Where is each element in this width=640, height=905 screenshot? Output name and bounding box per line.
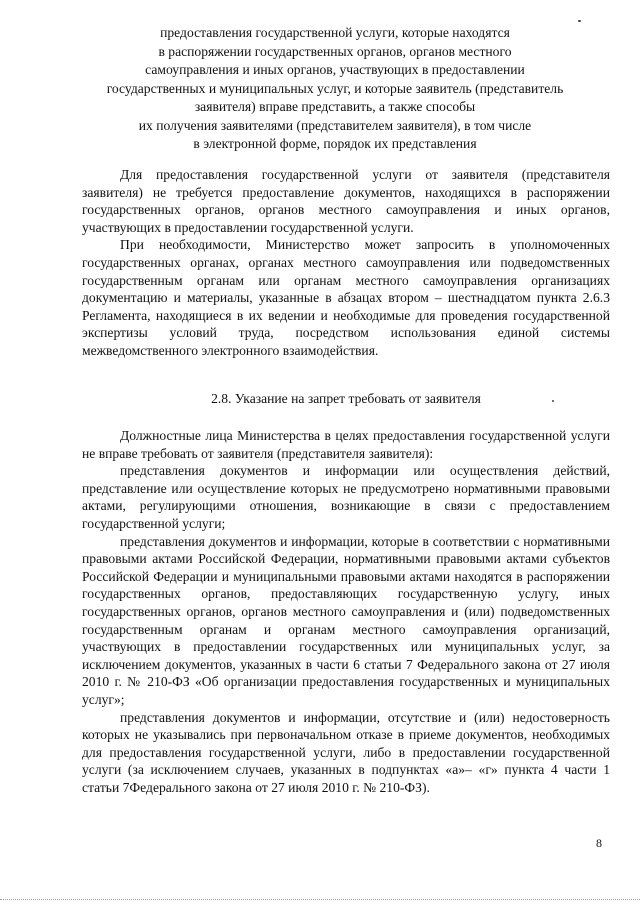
paragraph: Должностные лица Министерства в целях предоставления государственной услуги не вправе требовать от заявителя (представителя заявителя): [82,428,610,461]
paragraph: При необходимости, Министерство может запросить в уполномоченных государственных органах, органах местного самоуправления или подведомственных государственным органам или органам местного самоуправления организациях документацию и материалы, указанные в абзацах втором – шестнадцатом пункта 2.6.3 Регламента, находящиеся в их ведении и необходимые для проведения государственной экспертизы условий труда, посредством использования единой системы межведомственного электронного взаимодействия. [82,237,610,358]
paragraph: представления документов и информации или осуществления действий, представление или осуществление которых не предусмотрено нормативными правовыми актами, регулирующими отношения, возникающие в связи с предоставлением государственной услуги; [82,463,610,531]
bottom-scan-edge [0,899,640,900]
body-text-upper [82,166,610,360]
body-text-lower [82,427,610,796]
section-heading [70,24,600,154]
section-title: 2.8. Указание на запрет требовать от заявителя [211,391,481,406]
paragraph: Для предоставления государственной услуги от заявителя (представителя заявителя) не требуется предоставление документов, находящихся в распоряжении государственных органов, органов местного самоуправления и иных органов, участвующих в предоставлении государственной услуги. [82,167,610,235]
heading-line: заявителя) вправе представить, а также способы [194,99,476,114]
heading-line: государственных и муниципальных услуг, и которые заявитель (представитель [106,80,564,96]
heading-line: в электронной форме, порядок их представления [193,136,477,151]
heading-line: их получения заявителями (представителем заявителя), в том числе [138,117,532,133]
heading-line: в распоряжении государственных органов, органов местного [158,43,512,59]
page-number: 8 [596,836,602,850]
heading-line: предоставления государственной услуги, которые находятся [160,25,510,40]
paragraph: представления документов и информации, отсутствие и (или) недостоверность которых не указывались при первоначальном отказе в приеме документов, необходимых для предоставления государственной услуги, либо в предоставлении государственной услуги (за исключением случаев, указанных в подпунктах «а»– «г» пункта 4 части 1 статьи 7Федерального закона от 27 июля 2010 г. № 210-ФЗ). [82,709,610,795]
scan-speck-mark [552,400,554,402]
heading-line: самоуправления и иных органов, участвующих в предоставлении [145,62,525,77]
scan-speck-mark [578,20,581,22]
paragraph: представления документов и информации, которые в соответствии с нормативными правовыми актами Российской Федерации, нормативными правовыми актами субъектов Российской Федерации и муниципальными правовыми актами находятся в распоряжении государственных органов, предоставляющих государственную услугу, иных государственных органов, органов местного самоуправления и (или) подведомственных государственным органам и органам местного самоуправления организаций, участвующих в предоставлении государственных или муниципальных услуг, за исключением документов, указанных в части 6 статьи 7 Федерального закона от 27 июля 2010 г. № 210-ФЗ «Об организации предоставления государственных и муниципальных услуг»; [82,533,610,707]
